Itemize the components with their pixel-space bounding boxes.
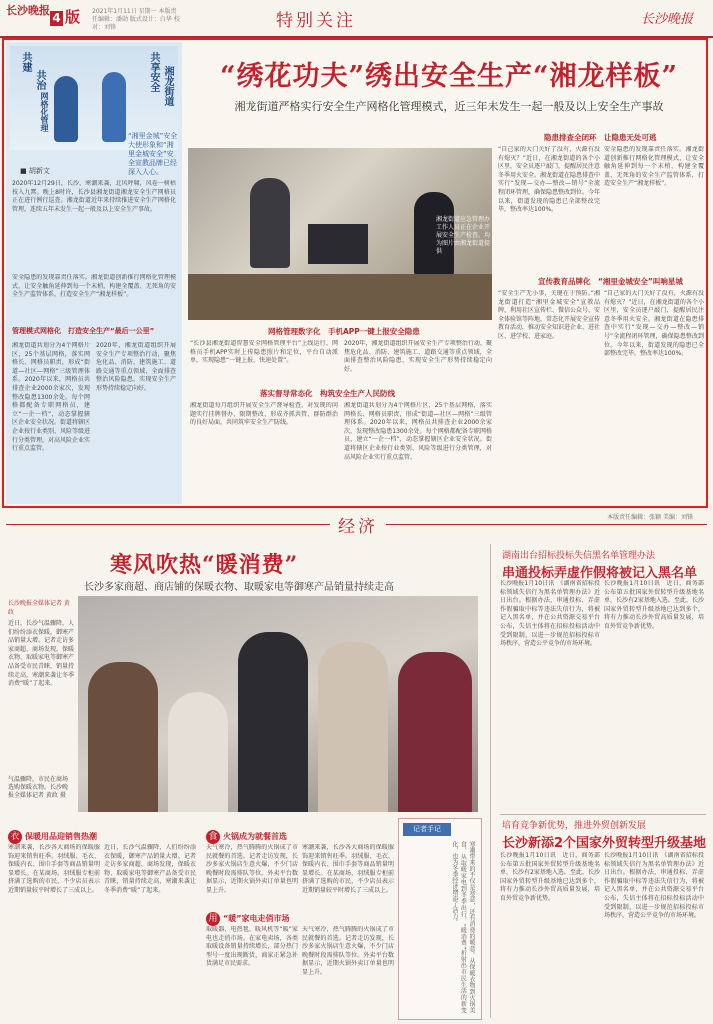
photo-person-man [250, 178, 290, 268]
blacklist-headline: 串通投标弄虚作假将被记入黑名单 [502, 566, 698, 581]
trade-body-a: 长沙晚报1月10日讯 近日，商务部公布第五批国家外贸转型升级基地名单，长沙有2家基地入选。至此，长沙国家外贸转型升级基地已达到多个，将有力推动长沙外贸高质量发展，培育外贸竞争新优势。 [500, 852, 600, 902]
section-title: 特别关注 [276, 11, 356, 31]
right-body-2b: “自己家的大门关好了没有，火源有没有熄灭？”近日，在湘龙街道的各个小区里，安全员逐户敲门，提醒居民注意冬季用火安全。湘龙街道在隐患排查中实行“发现—交办—整改—销号”全流程闭环管理，确保隐患整改到位。今年以来，街道发现的隐患已全部整改完毕，整改率达100%。 [604, 290, 704, 358]
warm-photo [78, 596, 478, 812]
left-subheading: 管理模式网格化 打造安全生产“最后一公里” [12, 327, 155, 335]
right-body-1b: 安全隐患的发现靠责任落实。湘龙街道创新推行网格化管理模式，让安全触角延伸到每一个末梢，构建全覆盖、无死角的安全生产监管体系，打造安全生产“湘龙样板”。 [604, 146, 704, 188]
edition-label: 版 [65, 8, 81, 26]
trade-kicker: 培育竞争新优势，推进外贸创新发展 [502, 821, 647, 831]
food-icon: 食 [206, 830, 220, 844]
edition-meta: 2021年1月11日 星期一 本版责任编辑：潘勋 版式设计：白华 校对：刘锋 [92, 8, 180, 31]
warm-subheadline: 长沙多家商超、商店铺的保暖衣物、取暖家电等御寒产品销量持续走高 [84, 582, 394, 593]
feature-left-column [6, 42, 182, 504]
left-body-col1: 湘龙街道共划分为4个网格片区，25个基层网格，落实网格长、网格员职责，形成“街道—社区—网格”三级管理体系。2020年以来，网格员共排查企业2000余家次，发现整改隐患1300余处。每个网格都配备专职网格员，建立“一企一档”，动态掌握辖区企业安全状况。街道将辖区企业按行业类别、风险等级进行分类管理，对高风险企业实行重点监管。 [12, 342, 90, 453]
right-subheading-2: 宣传教育品牌化 “湘里金城安全”叫响星城 [538, 277, 683, 286]
subsection-appliance [206, 908, 406, 924]
cartoon-caption: “湘里金城”安全大使形象和“湘里金城安全”安全宣教品牌已经深入人心。 [128, 132, 178, 176]
blacklist-kicker: 湖南出台招标投标失信黑名单管理办法 [502, 551, 656, 561]
feature-reporter: ■ 胡新文 [20, 167, 50, 175]
edition-number [50, 6, 80, 27]
mid-body-2b: 湘龙街道共划分为4个网格片区，25个基层网格，落实网格长、网格员职责，形成“街道—社区—网格”三级管理体系。2020年以来，网格员共排查企业2000余家次，发现整改隐患1300余处。每个网格都配备专职网格员，建立“一企一档”，动态掌握辖区企业安全状况。街道将辖区企业按行业类别、风险等级进行分类管理，对高风险企业实行重点监管。 [344, 402, 492, 461]
cartoon-figure-right [102, 72, 126, 142]
food-body-a: 天气寒冷，热气腾腾的火锅成了市民就餐的首选。记者走访发现，长沙多家火锅店生意火爆，不少门店晚餐时段需排队等位。外卖平台数据显示，近期火锅外卖订单量也明显上升。 [206, 844, 298, 894]
clothing-title: 保暖用品迎销售热潮 [25, 832, 97, 841]
mid-body-1a: “长沙县湘龙街道智慧安全网格管理平台”上线运行，网格员手机APP实时上传隐患照片和定位，平台自动派单，实现隐患“一键上报、快速处置”。 [190, 340, 338, 365]
photo-rack-left [88, 662, 158, 812]
photo-child-white [168, 692, 228, 812]
reporter-note-text: 寒潮带来的不仅是寒意，还有消费的暖意。从保暖衣物到火锅美食，从取暖家电到冬季出行，“暖消费”折射出市民生活的新变化，也为冬季经济增添了活力。 [450, 841, 475, 1013]
left-body-col2: 2020年，湘龙街道组织开展安全生产专项整治行动，聚焦危化品、消防、建筑施工、道路交通等重点领域，全面排查整治风险隐患，实现安全生产形势持续稳定向好。 [96, 342, 176, 392]
feature-subheadline: 湘龙街道严格实行安全生产网格化管理模式，近三年未发生一起一般及以上安全生产事故 [234, 100, 664, 113]
vertical-slogan-1: 共建 [20, 52, 31, 72]
subsection-clothing [8, 826, 208, 842]
photo-rack-right [398, 652, 472, 812]
photo-shopper-beige [318, 642, 388, 812]
cartoon-figure-left [54, 76, 78, 142]
trade-body-b: 长沙晚报1月10日讯 《湖南省招标投标领域失信行为黑名单管理办法》近日出台。根据办法，串通投标、弄虚作假骗取中标等违法失信行为，将被记入黑名单，并在公共资源交易平台公布，失信主体将在招标投标活动中受到限制，以进一步规范招标投标市场秩序，营造公平竞争的市场环境。 [604, 852, 704, 920]
right-divider [500, 814, 706, 815]
column-divider [490, 544, 491, 1018]
vertical-slogan-2: 共治 [34, 70, 45, 90]
reporter-note-box [398, 818, 482, 1020]
clothing-icon: 衣 [8, 830, 22, 844]
appliance-body-b: 天气寒冷，热气腾腾的火锅成了市民就餐的首选。记者走访发现，长沙多家火锅店生意火爆，不少门店晚餐时段需排队等位。外卖平台数据显示，近期火锅外卖订单量也明显上升。 [302, 926, 394, 976]
photo-monitor [308, 224, 368, 264]
food-body-b: 寒潮来袭，长沙各大商场的保暖服饰迎来销售旺季。羽绒服、毛衣、保暖内衣、围巾手套等商品销量明显增长。在某商场，羽绒服专柜前挤满了选购的市民，不少店员表示近期销量较平时增长了三成以上。 [302, 844, 394, 894]
right-body-1a: “自己家的大门关好了没有，火源有没有熄灭？”近日，在湘龙街道的各个小区里，安全员逐户敲门，提醒居民注意冬季用火安全。湘龙街道在隐患排查中实行“发现—交办—整改—销号”全流程闭环管理，确保隐患整改到位。今年以来，街道发现的隐患已全部整改完毕，整改率达100%。 [498, 146, 600, 214]
masthead-brand: 长沙晚报 [6, 4, 50, 17]
clothing-body-a: 寒潮来袭，长沙各大商场的保暖服饰迎来销售旺季。羽绒服、毛衣、保暖内衣、围巾手套等商品销量明显增长。在某商场，羽绒服专柜前挤满了选购的市民，不少店员表示近期销量较平时增长了三成以上。 [8, 844, 100, 894]
mid-subheading-2: 落实督导常态化 构筑安全生产人民防线 [260, 389, 395, 398]
appliance-icon: 用 [206, 912, 220, 926]
appliance-title: “暖”家电走俏市场 [223, 914, 290, 923]
feature-photo-caption: 湘龙街道应急管理办工作人员正在企业开展安全生产检查。均为图片由湘龙街道提供 [436, 216, 491, 255]
photo-shopper-dark [238, 632, 308, 812]
right-subheading-1: 隐患排查全闭环 让隐患无处可逃 [544, 133, 657, 142]
food-title: 火锅成为就餐首选 [223, 832, 287, 841]
warm-reporter: 长沙晚报全媒体记者 黄政 [8, 600, 70, 616]
blacklist-body-a: 长沙晚报1月10日讯 《湖南省招标投标领域失信行为黑名单管理办法》近日出台。根据办法，串通投标、弄虚作假骗取中标等违法失信行为，将被记入黑名单，并在公共资源交易平台公布，失信主体将在招标投标活动中受到限制，以进一步规范招标投标市场秩序，营造公平竞争的市场环境。 [500, 580, 600, 648]
feature-intro-2: 安全隐患的发现靠责任落实。湘龙街道创新推行网格化管理模式，让安全触角延伸到每一个末梢，构建全覆盖、无死角的安全生产监管体系，打造安全生产“湘龙样板”。 [12, 274, 176, 299]
vertical-slogan-5: 网格化管理 [40, 92, 50, 132]
right-body-2a: “安全生产无小事，关键在于预防。”湘龙街道打造“湘里金城安全”宣教品牌，利用社区宣传栏、微信公众号、安全体验馆等阵地，常态化开展安全宣传教育活动，推动安全知识进企业、进社区、进学校、进家庭。 [498, 290, 600, 340]
feature-headline: “绣花功夫”绣出安全生产“湘龙样板” [219, 61, 679, 92]
feature-article [2, 38, 708, 508]
mid-subheading-1: 网格管理数字化 手机APP一键上报安全隐患 [268, 327, 420, 336]
economy-title: 经济 [330, 512, 386, 537]
economy-editor: 本版责任编辑：张颖 美编：刘锋 [607, 514, 693, 521]
newspaper-logo: 长沙晚报 [640, 12, 693, 27]
mid-body-1b: 2020年，湘龙街道组织开展安全生产专项整治行动，聚焦危化品、消防、建筑施工、道路交通等重点领域，全面排查整治风险隐患，实现安全生产形势持续稳定向好。 [344, 340, 492, 373]
blacklist-body-b: 长沙晚报1月10日讯 近日，商务部公布第五批国家外贸转型升级基地名单，长沙有2家基地入选。至此，长沙国家外贸转型升级基地已达到多个，将有力推动长沙外贸高质量发展，培育外贸竞争新优势。 [604, 580, 704, 630]
appliance-body-a: 取暖器、电热毯、暖风机等“暖”家电也走俏市场。在家电卖场，各类取暖设备销量持续增长，部分热门型号一度出现断货，商家正紧急补货满足市民需求。 [206, 926, 298, 968]
clothing-body-b: 近日，长沙气温骤降，人们纷纷添衣保暖，御寒产品销量大增。记者走访多家商超、商场发现，保暖衣物、取暖家电等御寒产品备受市民青睐，销量持续走高，寒潮来袭让冬季消费“暖”了起来。 [104, 844, 196, 894]
reporter-note-tag: 记者手记 [403, 823, 451, 836]
economy-section-header [0, 510, 713, 540]
edition-num-badge: 4 [50, 11, 63, 26]
warm-sidebar-body: 近日，长沙气温骤降，人们纷纷添衣保暖，御寒产品销量大增。记者走访多家商超、商场发现，保暖衣物、取暖家电等御寒产品备受市民青睐，销量持续走高，寒潮来袭让冬季消费“暖”了起来。 [8, 620, 74, 688]
trade-headline: 长沙新添2个国家外贸转型升级基地 [502, 836, 707, 851]
mid-body-2a: 湘龙街道每月组织开展安全生产督导检查，对发现的问题实行挂牌督办，限期整改，形成齐抓共管、群防群治的良好局面，共同筑牢安全生产防线。 [190, 402, 338, 427]
warm-headline: 寒风吹热“暖消费” [110, 552, 299, 578]
subsection-food [206, 826, 406, 842]
feature-intro: 2020年12月29日，长沙，寒潮来袭，北风呼啸，风卷一树枯枝入九霄。晚上8时许，长沙县湘龙街道湘龙安全生产网格员正在进行例行巡查。湘龙街道近年来持续推进安全生产网格化管理，连续五年未发生一起一般及以上安全生产事故。 [12, 180, 176, 213]
vertical-slogan-4: 湘龙街道 [162, 66, 173, 106]
page-header [0, 0, 713, 38]
vertical-slogan-3: 共享安全 [148, 52, 159, 92]
warm-photo-caption: 气温骤降，市民在商场选购保暖衣物。长沙晚报全媒体记者 黄政 摄 [8, 776, 69, 799]
